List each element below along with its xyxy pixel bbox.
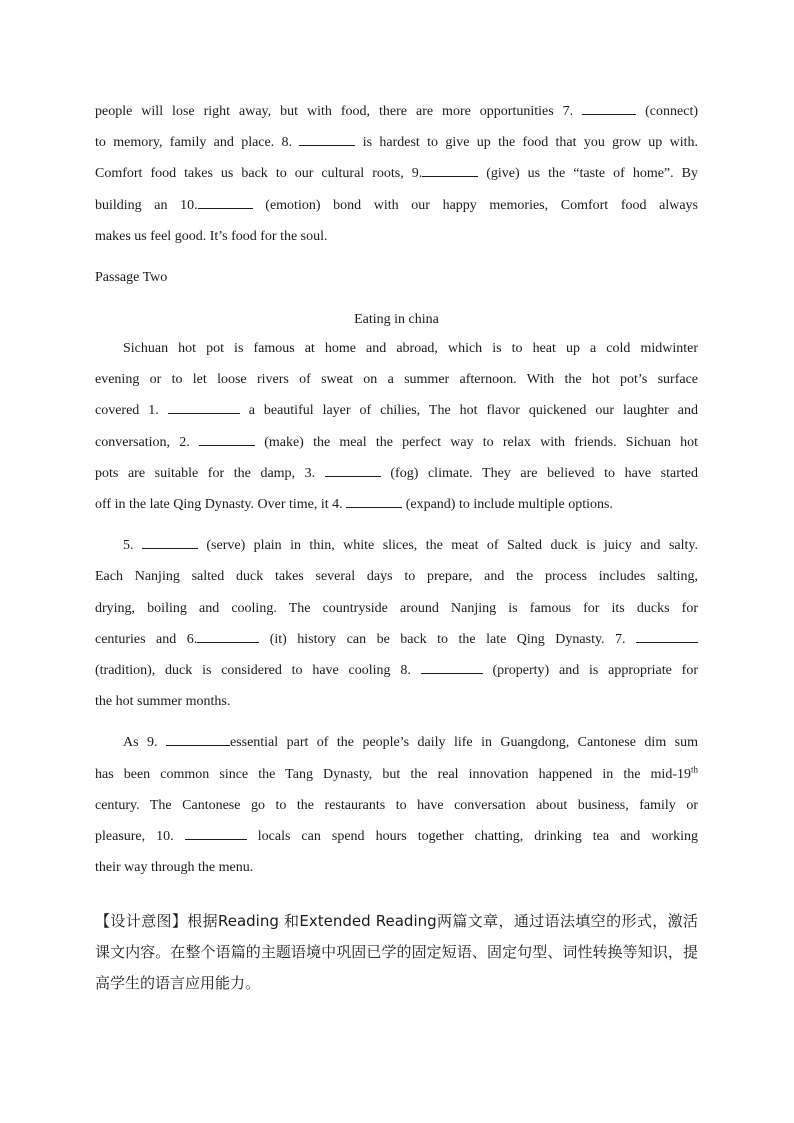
text-run: covered 1. [95, 403, 168, 419]
para-line [95, 427, 698, 458]
blank-7 [582, 100, 636, 115]
text-run: (expand) to include multiple options. [402, 497, 613, 513]
text-run: (give) us the “taste of home”. By [478, 166, 699, 182]
text-run: (make) the meal the perfect way to relax with friends. Sichuan hot [254, 434, 698, 450]
text-run: (emotion) bond with our happy memories, Comfort food always [252, 197, 698, 213]
para-line [95, 790, 698, 821]
text-run: (tradition), duck is considered to have cooling 8. [95, 663, 421, 679]
blank-8b [421, 659, 483, 674]
text-run: century. The Cantonese go to the restaurants to have conversation about business, family or [95, 797, 698, 813]
para-line [95, 727, 698, 758]
text-run: off in the late Qing Dynasty. Over time, it 4. [95, 497, 347, 513]
blank-6 [197, 628, 259, 643]
blank-2 [199, 431, 255, 446]
text-run: Comfort food takes us back to our cultural roots, 9. [95, 166, 423, 182]
design-intent: 【设计意图】根据Reading 和Extended Reading两篇文章，通过语法填空的形式，激活课文内容。在整个语篇的主题语境中巩固已学的固定短语、固定句型、词性转换等知识，提高学生的语言应用能力。 [95, 912, 698, 992]
blank-5 [142, 534, 198, 549]
blank-3 [325, 462, 381, 477]
para-line [95, 333, 698, 364]
text-run: (it) history can be back to the late Qing Dynasty. 7. [259, 631, 637, 647]
text-run: conversation, 2. [95, 434, 199, 450]
document-page [95, 96, 698, 883]
text-run: evening or to let loose rivers of sweat on a summer afternoon. With the hot pot’s surface [95, 372, 698, 388]
text-run: a beautiful layer of chilies, The hot flavor quickened our laughter and [239, 403, 699, 419]
text-run: is hardest to give up the food that you grow up with. [355, 135, 698, 151]
blank-10b [185, 825, 247, 840]
text-run: (connect) [636, 104, 698, 119]
text-run: drying, boiling and cooling. The countryside around Nanjing is famous for its ducks for [95, 600, 698, 616]
para-line [95, 655, 698, 686]
blank-10 [198, 194, 253, 209]
para-line [95, 759, 698, 790]
passage-title: Eating in china [354, 312, 439, 328]
para-line [95, 489, 698, 520]
text-run: As 9. [123, 735, 166, 751]
text-run: their way through the menu. [95, 860, 254, 876]
text-run: 5. [123, 538, 142, 554]
blank-9b [166, 731, 230, 746]
para-line [95, 821, 698, 852]
blank-8 [299, 131, 355, 146]
para-line [95, 395, 698, 426]
text-run: (serve) plain in thin, white slices, the meat of Salted duck is juicy and salty. [197, 538, 698, 554]
superscript: th [690, 764, 698, 774]
text-run: essential part of the people’s daily life in Guangdong, Cantonese dim sum [229, 735, 698, 751]
p1-line-4 [95, 190, 698, 221]
paragraph-hotpot [95, 333, 698, 520]
blank-7b [636, 628, 698, 643]
para-line [95, 561, 698, 592]
para-line [95, 458, 698, 489]
text-run: building an 10. [95, 197, 198, 213]
text-run: Each Nanjing salted duck takes several days to prepare, and the process includes salting, [95, 569, 698, 585]
p1-line-1 [95, 96, 698, 127]
text-run: (property) and is appropriate for [482, 663, 698, 679]
text-run: locals can spend hours together chatting, drinking tea and working [246, 829, 698, 845]
blank-4 [346, 493, 402, 508]
text-run: Sichuan hot pot is famous at home and abroad, which is to heat up a cold midwinter [123, 341, 698, 357]
blank-9 [422, 162, 478, 177]
text-run: pleasure, 10. [95, 829, 185, 845]
blank-1 [168, 399, 240, 414]
para-line [95, 852, 698, 883]
p1-line-2 [95, 127, 698, 158]
para-line [95, 593, 698, 624]
para-line [95, 364, 698, 395]
para-line [95, 624, 698, 655]
text-run: makes us feel good. It’s food for the soul. [95, 228, 328, 244]
para-line [95, 530, 698, 561]
para-line [95, 686, 698, 717]
p1-line-5 [95, 221, 698, 252]
text-run: the hot summer months. [95, 694, 231, 710]
text-run: pots are suitable for the damp, 3. [95, 465, 325, 481]
text-run: people will lose right away, but with food, there are more opportunities 7. [95, 104, 583, 119]
paragraph-duck [95, 530, 698, 717]
text-run: has been common since the Tang Dynasty, but the real innovation happened in the mid-19 [95, 766, 691, 782]
text-run: (fog) climate. They are believed to have started [380, 465, 698, 481]
text-run: centuries and 6. [95, 631, 198, 647]
passage-heading: Passage Two [95, 270, 168, 286]
paragraph-dimsum [95, 727, 698, 883]
text-run: to memory, family and place. 8. [95, 135, 300, 151]
p1-line-3 [95, 158, 698, 189]
